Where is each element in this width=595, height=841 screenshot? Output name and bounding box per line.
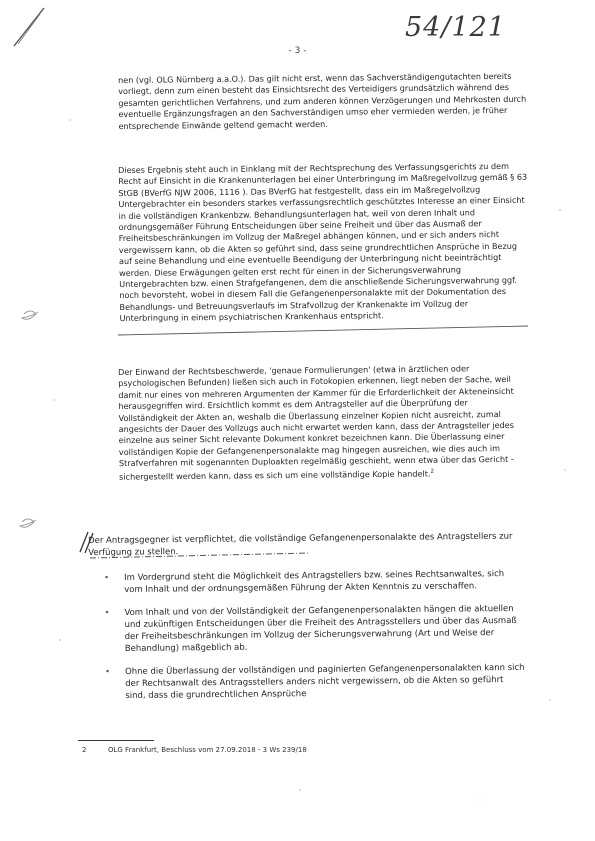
page-number: - 3 - [288,46,307,56]
bullet-dot-icon: • [104,573,110,584]
paragraph-3 [118,363,529,483]
list-item-text: Ohne die Überlassung der vollständigen und paginierten Gefangenenpersonalakten kann sich der Rechtsanwalt des Antragsstellers anders nicht vergewissern, ob die Akten so geführt sind, dass die grundrechtlichen Ansprüche [124,662,525,701]
list-item-text: Im Vordergrund steht die Möglichkeit des Antragstellers bzw. seines Rechtsanwaltes, sich vom Inhalt und der ordnungsgemäßen Führung der Akten Kenntnis zu verschaffen. [124,569,505,595]
paragraph-2: Dieses Ergebnis steht auch in Einklang mit der Rechtsprechung des Verfassungsgerichts zu dem Recht auf Einsicht in die Krankenunterlagen bei einer Unterbringung im Maßregelvollzug gemäß § 63 StGB (BVerfG NJW 2006, 1116 ). Das BVerfG hat festgestellt, dass ein im Maßregelvollzug Untergebrachter ein besonders starkes verfassungsrechtlich geschütztes Interesse an einer Einsicht in die vollständigen Krankenbzw. Behandlungsunterlagen hat, weil von deren Inhalt und ordnungsgemäßer Führung Entscheidungen über seine Freiheit und über das Ausmaß der Freiheitsbeschränkungen im Vollzug der Maßregel abhängen können, und er sich anders nicht vergewissern kann, ob die Akten so geführt sind, dass seine grundrechtlichen Ansprüche in Bezug auf seine Behandlung und eine eventuelle Beendigung der Unterbringung nicht beeinträchtigt werden. Diese Erwägungen gelten erst recht für einen in der Sicherungsverwahrung Untergebrachten bzw. einen Strafgefangenen, dem die anschließende Sicherungsverwahrung ggf. noch bevorsteht, wobei in diesem Fall die Gefangenenpersonalakte mit der Dokumentation des Behandlungs- und Betreuungsverlaufs im Strafvollzug der Krankenakte im Vollzug der Unterbringung in einem psychiatrischen Krankenhaus entspricht. [118,160,528,324]
margin-squiggle-mark [20,519,36,527]
list-item [104,568,524,596]
footnote-divider [78,740,154,741]
footnote-number: 2 [82,746,87,754]
paragraph-3-text: Der Einwand der Rechtsbeschwerde, 'genaue Formulierungen' (etwa in ärztlichen oder psychologischen Befunden) ließen sich auch in Fotokopien erkennen, liegt neben der Sache, weil damit nur eines von mehreren Argumenten der Kammer für die Erforderlichkeit der Akteneinsicht herausgegriffen wird. Ersichtlich kommt es dem Antragsteller auf die Überprüfung der Vollständigkeit der Akten an, weshalb die Überlassung einzelner Kopien nicht ausreicht, zumal angesichts der Dauer des Vollzugs auch nicht erwartet werden kann, dass der Antragsteller jedes einzelne aus seiner Sicht relevante Dokument konkret bezeichnen kann. Die Überlassung einer vollständigen Kopie der Gefangenenpersonalakte mag hingegen ausreichen, wie dies auch im Strafverfahren mit sogenannten Duploakten regelmäßig geschieht, wenn etwa über das Gericht - sichergestellt werden kann, dass es sich um eine vollständige Kopie handelt. [118,363,514,482]
handwritten-page-number: 54/121 [405,12,506,43]
paragraph-1: nen (vgl. OLG Nürnberg a.a.O.). Das gilt nicht erst, wenn das Sachverständigengutachten bereits vorliegt, denn zum einen besteht das Einsichtsrecht des Verteidigers grundsätzlich während des gesamten gerichtlichen Verfahrens, und zum anderen können Verzögerungen und Mehrkosten durch eventuelle Ergänzungsfragen an den Sachverständigen umso eher vermieden werden, je früher entsprechende Einwände geltend gemacht werden. [118,70,527,131]
pen-slash-mark [14,8,44,46]
list-item [104,603,524,655]
footnote-text: OLG Frankfurt, Beschluss vom 27.09.2018 - 3 Ws 239/18 [108,746,307,754]
list-item [104,662,525,702]
list-item-text: Vom Inhalt und von der Vollständigkeit der Gefangenenpersonalakten hängen die aktuellen und zukünftigen Entscheidungen über die Freiheit des Antragsstellers und über das Ausmaß der Freiheitsbeschränkungen im Vollzug der Sicherungsverwahrung (Art und Weise der Behandlung) maßgeblich ab. [124,603,517,654]
pen-strike-line [118,326,528,335]
paragraph-4: Der Antragsgegner ist verpflichtet, die vollständige Gefangenenpersonalakte des Antragstellers zur Verfügung zu stellen. [88,531,513,558]
margin-squiggle-mark [22,311,38,319]
bullet-dot-icon: • [104,608,110,619]
bullet-list [104,568,525,713]
footnote-reference: 2 [430,468,435,475]
pen-slash-mark [18,14,40,44]
footnote [82,746,307,754]
bullet-dot-icon: • [104,667,111,678]
